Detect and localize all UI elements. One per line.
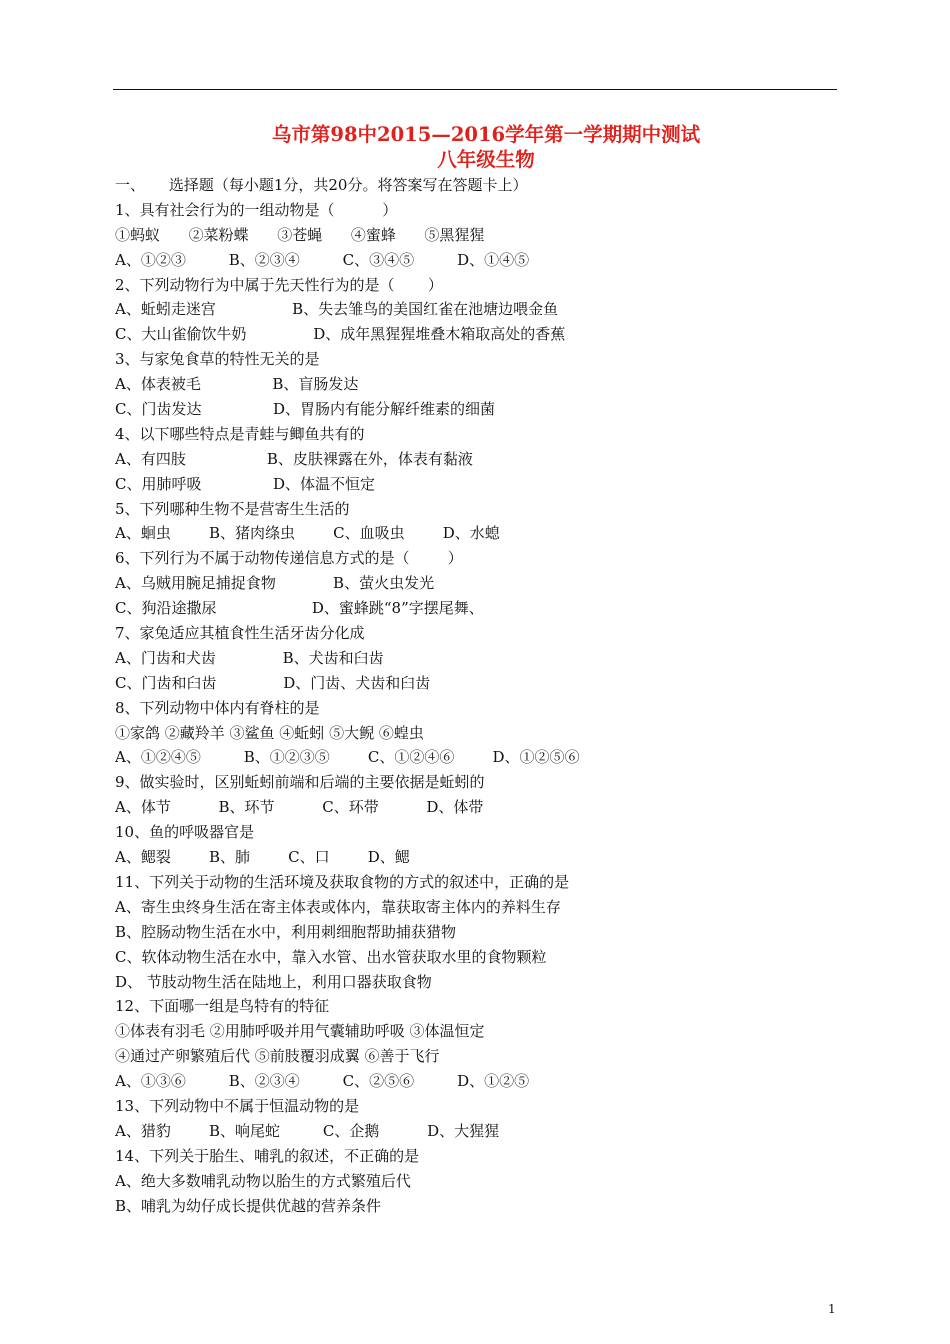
text-line: A、体节 B、环节 C、环带 D、体带	[115, 798, 484, 817]
text-line: A、乌贼用腕足捕捉食物 B、萤火虫发光	[115, 574, 435, 593]
text-line: A、体表被毛 B、盲肠发达	[115, 375, 359, 394]
text-line: C、门齿和臼齿 D、门齿、犬齿和臼齿	[115, 673, 431, 692]
text-line: 7、家兔适应其植食性生活牙齿分化成	[115, 624, 365, 643]
text-line: A、①②③ B、②③④ C、③④⑤ D、①④⑤	[115, 250, 530, 269]
text-line: A、①②④⑤ B、①②③⑤ C、①②④⑥ D、①②⑤⑥	[115, 748, 580, 767]
text-line: 14、下列关于胎生、哺乳的叙述，不正确的是	[115, 1146, 420, 1165]
text-line: 11、下列关于动物的生活环境及获取食物的方式的叙述中，正确的是	[115, 872, 570, 891]
text-line: ①家鸽 ②藏羚羊 ③鲨鱼 ④蚯蚓 ⑤大鲵 ⑥蝗虫	[115, 723, 424, 742]
exam-subtitle: 八年级生物	[437, 148, 535, 171]
text-line: 1、具有社会行为的一组动物是（ ）	[115, 200, 398, 219]
text-line: 一、 选择题（每小题1分，共20分。将答案写在答题卡上）	[115, 176, 528, 194]
text-line: 13、下列动物中不属于恒温动物的是	[115, 1096, 360, 1115]
text-line: 4、以下哪些特点是青蛙与鲫鱼共有的	[115, 424, 365, 443]
text-line: 9、做实验时，区别蚯蚓前端和后端的主要依据是蚯蚓的	[115, 773, 485, 792]
page-number: 1	[828, 1302, 836, 1316]
text-line: A、寄生虫终身生活在寄主体表或体内，靠获取寄主体内的养料生存	[115, 897, 561, 916]
text-line: ①蚂蚁 ②菜粉蝶 ③苍蝇 ④蜜蜂 ⑤黑猩猩	[115, 225, 485, 244]
text-line: A、猎豹 B、响尾蛇 C、企鹅 D、大猩猩	[115, 1121, 500, 1140]
text-line: A、鳃裂 B、肺 C、口 D、鳃	[115, 848, 410, 867]
text-line: A、绝大多数哺乳动物以胎生的方式繁殖后代	[115, 1171, 411, 1190]
text-line: ④通过产卵繁殖后代 ⑤前肢覆羽成翼 ⑥善于飞行	[115, 1047, 440, 1066]
text-line: A、门齿和犬齿 B、犬齿和臼齿	[115, 648, 384, 667]
header-rule	[113, 89, 837, 90]
text-line: C、大山雀偷饮牛奶 D、成年黑猩猩堆叠木箱取高处的香蕉	[115, 325, 566, 344]
text-line: C、软体动物生活在水中，靠入水管、出水管获取水里的食物颗粒	[115, 947, 547, 966]
text-line: 12、下面哪一组是鸟特有的特征	[115, 997, 330, 1016]
question-body	[115, 173, 845, 1218]
text-line: A、蚯蚓走迷宫 B、失去雏鸟的美国红雀在池塘边喂金鱼	[115, 300, 559, 319]
text-line: A、有四肢 B、皮肤裸露在外，体表有黏液	[115, 449, 473, 468]
text-line: A、①③⑥ B、②③④ C、②⑤⑥ D、①②⑤	[115, 1072, 530, 1091]
text-line: ①体表有羽毛 ②用肺呼吸并用气囊辅助呼吸 ③体温恒定	[115, 1022, 485, 1041]
text-line: C、门齿发达 D、胃肠内有能分解纤维素的细菌	[115, 400, 496, 419]
text-line: B、腔肠动物生活在水中，利用刺细胞帮助捕获猎物	[115, 922, 457, 941]
text-line: B、哺乳为幼仔成长提供优越的营养条件	[115, 1196, 382, 1215]
text-line: A、蛔虫 B、猪肉绦虫 C、血吸虫 D、水螅	[115, 524, 500, 543]
text-line: 6、下列行为不属于动物传递信息方式的是（ ）	[115, 549, 463, 568]
text-line: C、用肺呼吸 D、体温不恒定	[115, 474, 376, 493]
text-line: C、狗沿途撒尿 D、蜜蜂跳“8”字摆尾舞、	[115, 599, 484, 618]
text-line: 2、下列动物行为中属于先天性行为的是（ ）	[115, 275, 443, 294]
text-line: 3、与家兔食草的特性无关的是	[115, 350, 320, 369]
text-line: 10、鱼的呼吸器官是	[115, 823, 255, 842]
text-line: 8、下列动物中体内有脊柱的是	[115, 698, 320, 717]
text-line: 5、下列哪种生物不是营寄生生活的	[115, 499, 350, 518]
exam-title: 乌市第98中2015—2016学年第一学期期中测试	[271, 123, 701, 146]
text-line: D、 节肢动物生活在陆地上，利用口器获取食物	[115, 972, 432, 991]
